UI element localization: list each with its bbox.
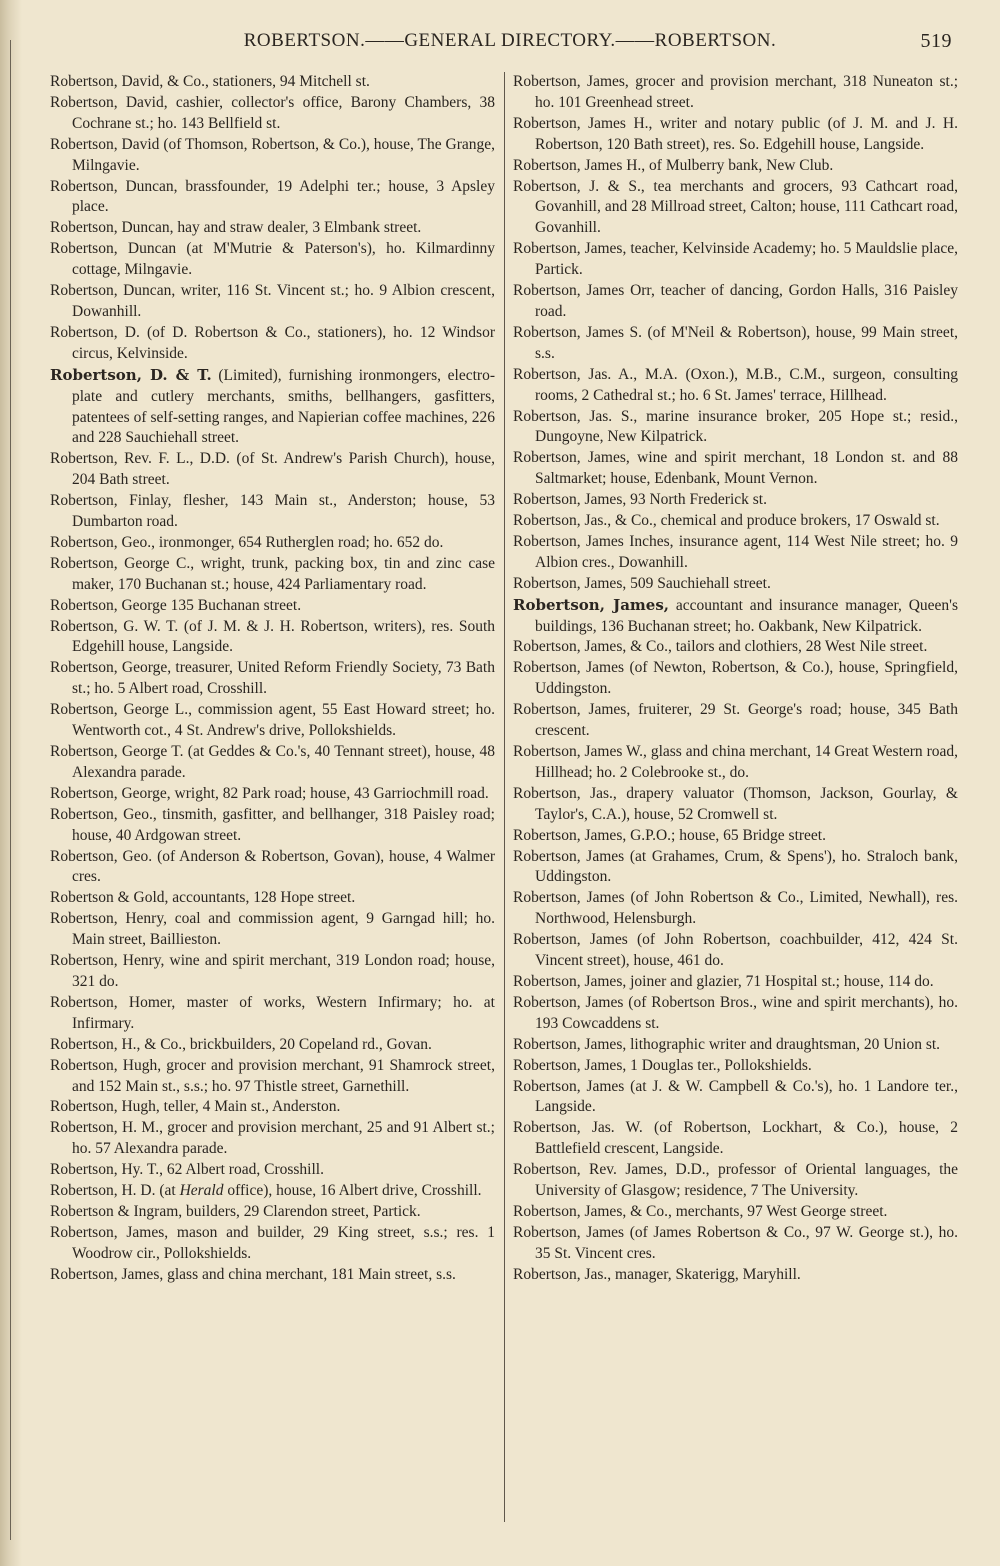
entry-italic: Herald bbox=[179, 1182, 224, 1200]
directory-entry: Robertson, James, G.P.O.; house, 65 Bridge street. bbox=[513, 826, 826, 844]
directory-entry: Robertson, Duncan (at M'Mutrie & Paterson's), ho. Kilmardinny cottage, Milngavie. bbox=[50, 240, 495, 279]
directory-entry: Robertson, J. & S., tea merchants and grocers, 93 Cathcart road, Govanhill, and 28 Millroad street, Calton; house, 111 Cathcart road, Govanhill. bbox=[513, 177, 958, 237]
running-header bbox=[60, 30, 960, 60]
directory-entry: Robertson, Jas. A., M.A. (Oxon.), M.B., C.M., surgeon, consulting rooms, 2 Cathedral st.; ho. 6 St. James' terrace, Hillhead. bbox=[513, 365, 958, 404]
directory-entry: Robertson, Finlay, flesher, 143 Main st., Anderston; house, 53 Dumbarton road. bbox=[50, 492, 495, 531]
directory-entry: Robertson, Rev. James, D.D., professor of Oriental languages, the University of Glasgow; residence, 7 The University. bbox=[513, 1161, 958, 1200]
directory-entry: Robertson, James, 93 North Frederick st. bbox=[513, 491, 767, 509]
directory-entry bbox=[513, 595, 958, 638]
directory-entry: Robertson, D. (of D. Robertson & Co., stationers), ho. 12 Windsor circus, Kelvinside. bbox=[50, 323, 495, 362]
directory-entry: Robertson, James, 509 Sauchiehall street. bbox=[513, 574, 771, 592]
column-divider bbox=[504, 72, 505, 1522]
directory-entry: Robertson, James, teacher, Kelvinside Academy; ho. 5 Mauldslie place, Partick. bbox=[513, 240, 958, 279]
directory-entry: Robertson, Geo., ironmonger, 654 Rutherglen road; ho. 652 do. bbox=[50, 533, 444, 551]
directory-entry: Robertson, James (of John Robertson & Co., Limited, Newhall), res. Northwood, Helensburgh. bbox=[513, 889, 958, 928]
directory-entry: Robertson, James Inches, insurance agent, 114 West Nile street; ho. 9 Albion cres., Dowanhill. bbox=[513, 532, 958, 571]
directory-entry: Robertson, Duncan, brassfounder, 19 Adelphi ter.; house, 3 Apsley place. bbox=[50, 177, 495, 216]
directory-entry: Robertson, James (at Grahames, Crum, & Spens'), ho. Straloch bank, Uddingston. bbox=[513, 847, 958, 886]
directory-entry: Robertson, James, joiner and glazier, 71 Hospital st.; house, 114 do. bbox=[513, 972, 934, 990]
directory-entry: Robertson, James Orr, teacher of dancing, Gordon Halls, 316 Paisley road. bbox=[513, 282, 958, 320]
directory-entry: Robertson, Duncan, writer, 116 St. Vincent st.; ho. 9 Albion crescent, Dowanhill. bbox=[50, 282, 495, 320]
directory-entry: Robertson, David (of Thomson, Robertson, & Co.), house, The Grange, Milngavie. bbox=[50, 135, 495, 174]
directory-entry: Robertson, David, & Co., stationers, 94 Mitchell st. bbox=[50, 73, 370, 90]
directory-entry: Robertson, Rev. F. L., D.D. (of St. Andrew's Parish Church), house, 204 Bath street. bbox=[50, 450, 495, 489]
directory-entry: Robertson, H., & Co., brickbuilders, 20 Copeland rd., Govan. bbox=[50, 1035, 432, 1053]
directory-entry: Robertson, James (of Robertson Bros., wine and spirit merchants), ho. 193 Cowcaddens st. bbox=[513, 993, 958, 1032]
directory-entry: Robertson, James (at J. & W. Campbell & Co.'s), ho. 1 Landore ter., Langside. bbox=[513, 1077, 958, 1116]
directory-entry: Robertson, Hugh, grocer and provision merchant, 91 Shamrock street, and 152 Main st., s.s.; ho. 97 Thistle street, Garnethill. bbox=[50, 1056, 495, 1095]
directory-entry: Robertson, George, wright, 82 Park road; house, 43 Garriochmill road. bbox=[50, 784, 489, 802]
directory-entry: Robertson, James, grocer and provision merchant, 318 Nuneaton st.; ho. 101 Greenhead street. bbox=[513, 73, 958, 111]
entry-text: (Limited), furnishing ironmongers, electro-plate and cutlery merchants, smiths, bellhangers, gasfitters, patentees of self-setting ranges, and Napierian coffee machines, 226 and 228 Sauchiehall street. bbox=[72, 366, 495, 447]
header-title: ROBERTSON.——GENERAL DIRECTORY.——ROBERTSON. bbox=[243, 30, 777, 51]
directory-entry: Robertson & Ingram, builders, 29 Clarendon street, Partick. bbox=[50, 1202, 421, 1220]
directory-entry: Robertson, George 135 Buchanan street. bbox=[50, 596, 302, 614]
directory-entry: Robertson, H. M., grocer and provision merchant, 25 and 91 Albert st.; ho. 57 Alexandra parade. bbox=[50, 1119, 495, 1158]
directory-entry: Robertson, James (of James Robertson & Co., 97 W. George st.), ho. 35 St. Vincent cres. bbox=[513, 1223, 958, 1262]
directory-entry: Robertson, Homer, master of works, Western Infirmary; ho. at Infirmary. bbox=[50, 993, 495, 1032]
directory-entry: Robertson, James, fruiterer, 29 St. George's road; house, 345 Bath crescent. bbox=[513, 701, 958, 740]
directory-entry: Robertson, Henry, coal and commission agent, 9 Garngad hill; ho. Main street, Baillieston. bbox=[50, 910, 495, 949]
directory-entry bbox=[50, 1181, 495, 1202]
directory-entry: Robertson, James, lithographic writer and draughtsman, 20 Union st. bbox=[513, 1035, 941, 1053]
directory-entry: Robertson, George L., commission agent, 55 East Howard street; ho. Wentworth cot., 4 St. Andrew's drive, Pollokshields. bbox=[50, 701, 495, 740]
directory-entry: Robertson, James W., glass and china merchant, 14 Great Western road, Hillhead; ho. 2 Colebrooke st., do. bbox=[513, 743, 958, 781]
directory-entry: Robertson, Jas. S., marine insurance broker, 205 Hope st.; resid., Dungoyne, New Kilpatrick. bbox=[513, 407, 958, 446]
directory-entry: Robertson, James, & Co., tailors and clothiers, 28 West Nile street. bbox=[513, 638, 928, 656]
directory-entry: Robertson, Jas. W. (of Robertson, Lockhart, & Co.), house, 2 Battlefield crescent, Langside. bbox=[513, 1119, 958, 1158]
directory-entry: Robertson, James, mason and builder, 29 King street, s.s.; res. 1 Woodrow cir., Pollokshields. bbox=[50, 1223, 495, 1262]
directory-entry: Robertson, James, wine and spirit merchant, 18 London st. and 88 Saltmarket; house, Edenbank, Mount Vernon. bbox=[513, 449, 958, 488]
directory-entry: Robertson, George T. (at Geddes & Co.'s, 40 Tennant street), house, 48 Alexandra parade. bbox=[50, 743, 495, 781]
right-column bbox=[513, 72, 958, 1286]
directory-entry bbox=[50, 365, 495, 450]
directory-entry: Robertson, James, & Co., merchants, 97 West George street. bbox=[513, 1202, 888, 1220]
directory-entry: Robertson & Gold, accountants, 128 Hope street. bbox=[50, 889, 356, 907]
entry-text: Robertson, H. D. (at bbox=[50, 1182, 180, 1200]
left-column bbox=[50, 72, 495, 1286]
directory-entry: Robertson, James, 1 Douglas ter., Pollokshields. bbox=[513, 1056, 812, 1074]
directory-entry: Robertson, James (of Newton, Robertson, & Co.), house, Springfield, Uddingston. bbox=[513, 659, 958, 698]
directory-entry: Robertson, Henry, wine and spirit merchant, 319 London road; house, 321 do. bbox=[50, 952, 495, 990]
directory-entry: Robertson, George C., wright, trunk, packing box, tin and zinc case maker, 170 Buchanan st.; house, 424 Parliamentary road. bbox=[50, 554, 495, 593]
directory-entry: Robertson, James S. (of M'Neil & Robertson), house, 99 Main street, s.s. bbox=[513, 323, 958, 362]
gutter-line bbox=[10, 40, 11, 1540]
directory-entry: Robertson, James, glass and china merchant, 181 Main street, s.s. bbox=[50, 1265, 456, 1283]
directory-entry: Robertson, David, cashier, collector's office, Barony Chambers, 38 Cochrane st.; ho. 143 Bellfield st. bbox=[50, 93, 495, 132]
directory-entry: Robertson, James H., writer and notary public (of J. M. and J. H. Robertson, 120 Bath street), res. So. Edgehill house, Langside. bbox=[513, 114, 958, 153]
directory-entry: Robertson, James H., of Mulberry bank, New Club. bbox=[513, 156, 834, 174]
page-gutter bbox=[0, 0, 22, 1566]
directory-entry: Robertson, Duncan, hay and straw dealer, 3 Elmbank street. bbox=[50, 219, 422, 237]
directory-entry: Robertson, Hy. T., 62 Albert road, Crosshill. bbox=[50, 1161, 324, 1179]
directory-entry: Robertson, Hugh, teller, 4 Main st., Anderston. bbox=[50, 1098, 341, 1116]
entry-name-bold: Robertson, James, bbox=[513, 595, 669, 614]
directory-entry: Robertson, James (of John Robertson, coachbuilder, 412, 424 St. Vincent street), house, 461 do. bbox=[513, 931, 958, 970]
entry-name-bold: Robertson, D. & T. bbox=[50, 365, 212, 384]
entry-text: accountant and insurance manager, Queen's buildings, 136 Buchanan street; ho. Oakbank, New Kilpatrick. bbox=[535, 596, 958, 635]
directory-entry: Robertson, G. W. T. (of J. M. & J. H. Robertson, writers), res. South Edgehill house, Langside. bbox=[50, 617, 495, 656]
directory-entry: Robertson, Jas., manager, Skaterigg, Maryhill. bbox=[513, 1265, 801, 1283]
directory-entry: Robertson, Geo., tinsmith, gasfitter, and bellhanger, 318 Paisley road; house, 40 Ardgowan street. bbox=[50, 805, 495, 844]
entry-text: office), house, 16 Albert drive, Crosshill. bbox=[223, 1182, 482, 1200]
page-number: 519 bbox=[920, 30, 952, 52]
directory-entry: Robertson, George, treasurer, United Reform Friendly Society, 73 Bath st.; ho. 5 Albert road, Crosshill. bbox=[50, 659, 495, 698]
directory-entry: Robertson, Jas., drapery valuator (Thomson, Jackson, Gourlay, & Taylor's, C.A.), house, 52 Cromwell st. bbox=[513, 784, 958, 823]
directory-entry: Robertson, Geo. (of Anderson & Robertson, Govan), house, 4 Walmer cres. bbox=[50, 847, 495, 886]
directory-entry: Robertson, Jas., & Co., chemical and produce brokers, 17 Oswald st. bbox=[513, 512, 940, 530]
